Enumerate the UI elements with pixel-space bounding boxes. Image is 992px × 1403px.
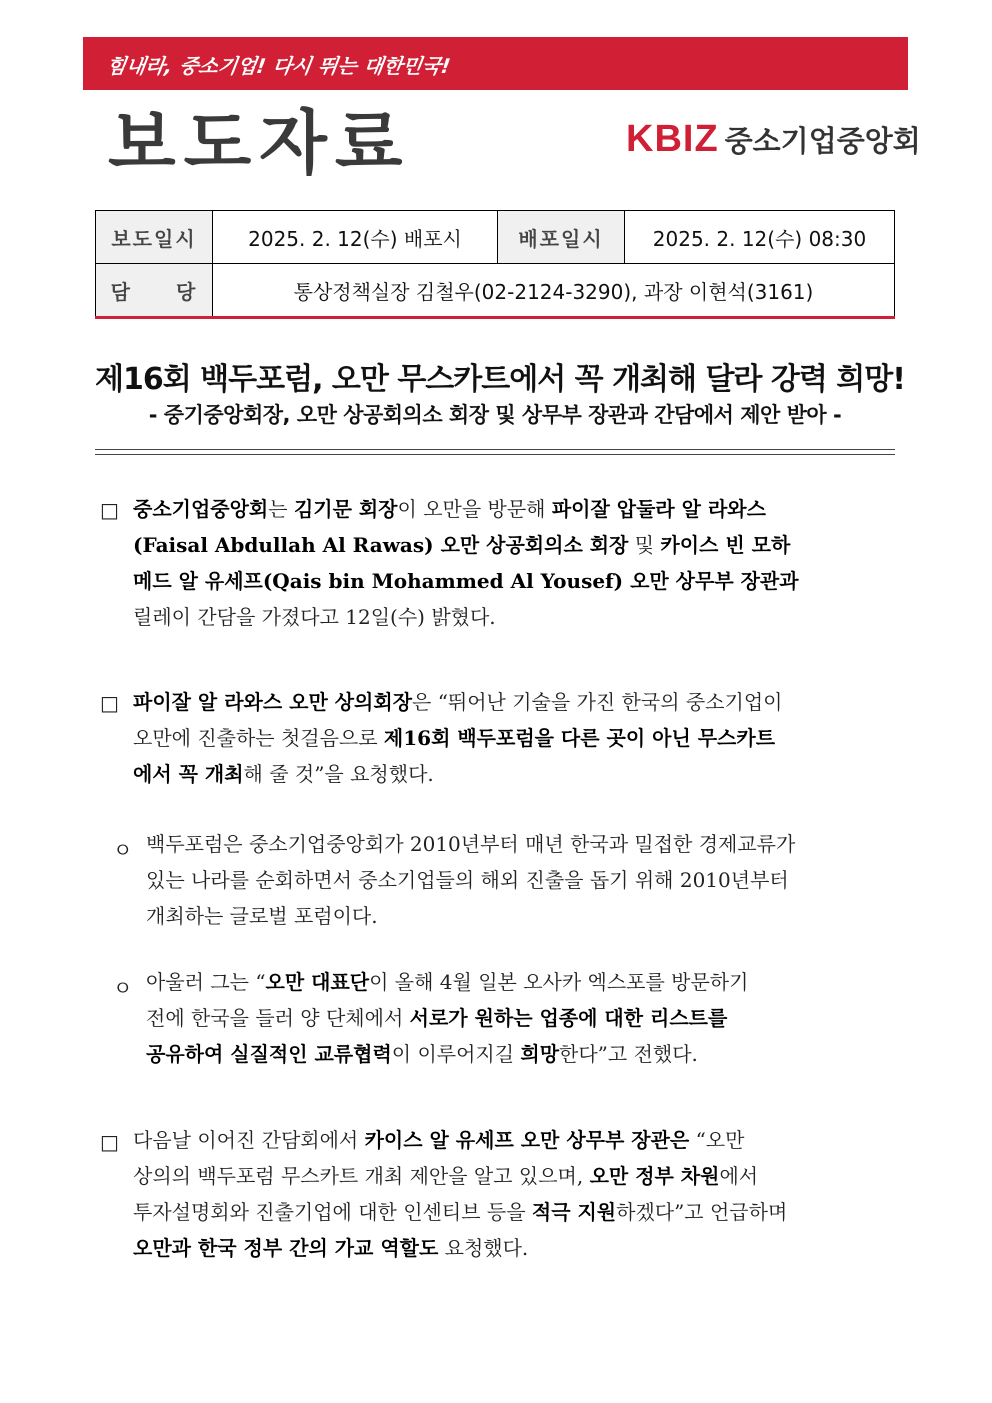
box-bullet: □ (100, 1130, 119, 1154)
circle-bullet: ㅇ (113, 838, 133, 862)
kbiz-logo (626, 118, 921, 161)
slogan-text: 힘내라, 중소기업! 다시 뛰는 대한민국! (105, 54, 452, 78)
release-info-table (95, 210, 895, 317)
sub-item-oman-delegation: 아울러 그는 “오만 대표단이 올해 4월 일본 오사카 엑스포를 방문하기 전에 한국을 들러 양 단체에서 서로가 원하는 업종에 대한 리스트를 공유하여 실질적인 교류협력이 이루어지길 희망한다”고 전했다. (146, 970, 749, 1066)
logo-mark: KBIZ (626, 118, 719, 160)
release-date-value: 2025. 2. 12(수) 배포시 (213, 211, 498, 264)
subheadline: - 중기중앙회장, 오만 상공회의소 회장 및 상무부 장관과 간담에서 제안 받아 - (148, 403, 842, 427)
title-divider (95, 449, 895, 455)
release-date-label: 보도일시 (96, 211, 213, 264)
slogan-banner (83, 37, 908, 90)
document-type-title: 보도자료 (108, 102, 411, 184)
box-bullet: □ (100, 498, 119, 522)
box-bullet: □ (100, 691, 119, 715)
distribution-date-value: 2025. 2. 12(수) 08:30 (625, 211, 895, 264)
info-divider (95, 316, 895, 319)
contact-value: 통상정책실장 김철우(02-2124-3290), 과장 이현석(3161) (213, 264, 895, 317)
contact-label: 담 당 (96, 264, 213, 317)
paragraph-2: 파이잘 알 라와스 오만 상의회장은 “뛰어난 기술을 가진 한국의 중소기업이 오만에 진출하는 첫걸음으로 제16회 백두포럼을 다른 곳이 아닌 무스카트 에서 꼭 개최해 줄 것”을 요청했다. (133, 690, 783, 786)
logo-org-name: 중소기업중앙회 (724, 124, 921, 158)
sub-item-baekdu-forum: 백두포럼은 중소기업중앙회가 2010년부터 매년 한국과 밀접한 경제교류가 있는 나라를 순회하면서 중소기업들의 해외 진출을 돕기 위해 2010년부터 개최하는 글로벌 포럼이다. (146, 832, 796, 928)
paragraph-1: 중소기업중앙회는 김기문 회장이 오만을 방문해 파이잘 압둘라 알 라와스 (Faisal Abdullah Al Rawas) 오만 상공회의소 회장 및 카이스 빈 모하 메드 알 유세프(Qais bin Mohammed Al Yousef) 오만 상무부 장관과 릴레이 간담을 가졌다고 12일(수) 밝혔다. (133, 497, 799, 629)
distribution-date-label: 배포일시 (498, 211, 625, 264)
circle-bullet: ㅇ (113, 976, 133, 1000)
headline: 제16회 백두포럼, 오만 무스카트에서 꼭 개최해 달라 강력 희망! (95, 362, 905, 397)
paragraph-3: 다음날 이어진 간담회에서 카이스 알 유세프 오만 상무부 장관은 “오만 상의의 백두포럼 무스카트 개최 제안을 알고 있으며, 오만 정부 차원에서 투자설명회와 진출기업에 대한 인센티브 등을 적극 지원하겠다”고 언급하며 오만과 한국 정부 간의 가교 역할도 요청했다. (133, 1128, 788, 1260)
